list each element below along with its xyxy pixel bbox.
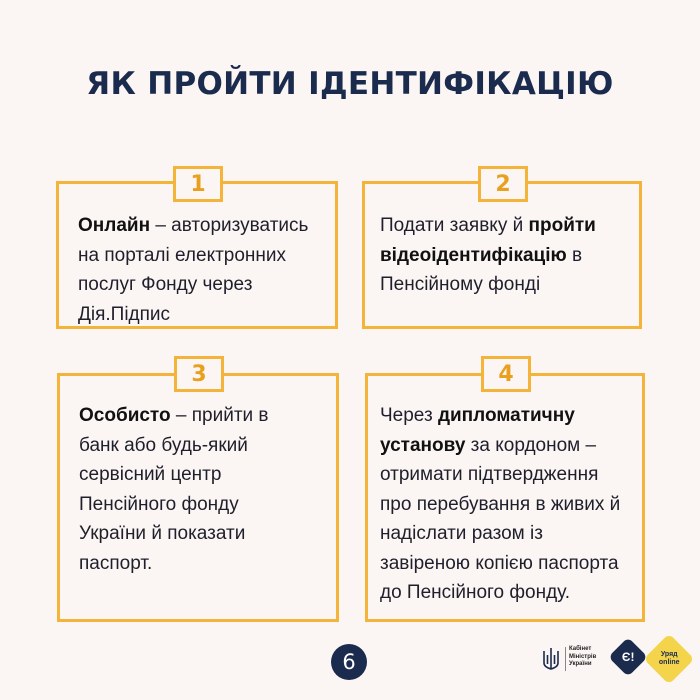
step-2-text-b: в Пенсійному фонді [380,244,583,295]
step-text-1 [78,211,333,329]
e-logo-icon: Є! [608,637,648,677]
step-2-bold: пройти відеоідентифікацію [380,215,596,266]
logo-divider [565,647,566,671]
step-4-text-b: за кордоном – отримати підтвердження про перебування в живих й надіслати разом із завіреною копією паспорта до Пенсійного фонду. [380,434,621,603]
step-1-text: – авторизуватись на порталі електронних послуг Фонду через Дія.Підпис [78,215,309,325]
step-number-1: 1 [173,166,223,202]
page-title: ЯК ПРОЙТИ ІДЕНТИФІКАЦІЮ [86,66,614,102]
step-4-text-a: Через [380,405,438,426]
step-text-2 [380,211,630,300]
cabinet-ministers-logo: Кабінет Міністрів України [569,646,597,667]
step-text-4 [380,401,635,608]
trident-icon [541,647,561,671]
footer-logos [541,641,693,677]
step-number-2: 2 [478,166,528,202]
step-number-3: 3 [174,356,224,392]
step-3-bold: Особисто [79,405,171,426]
step-4-bold: дипломатичну установу [380,405,575,456]
step-number-4: 4 [481,356,531,392]
page-number-badge: 6 [331,644,367,680]
step-3-text: – прийти в банк або будь-який сервісний центр Пенсійного фонду України й показати паспорт. [79,405,269,574]
ured-online-logo: Уряд online [644,634,695,685]
step-2-text-a: Подати заявку й [380,215,529,236]
step-1-bold: Онлайн [78,215,151,236]
step-text-3 [79,401,309,578]
